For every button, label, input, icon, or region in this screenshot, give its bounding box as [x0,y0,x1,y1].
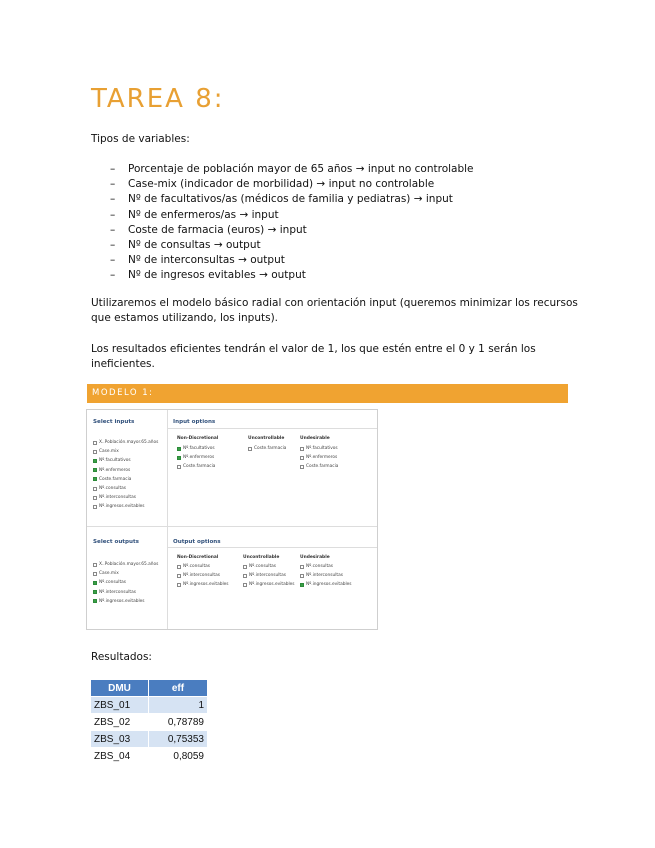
dmu-cell: ZBS_03 [91,731,149,748]
eff-cell: 1 [149,697,208,714]
checkbox-unchecked[interactable] [93,505,97,509]
checkbox-checked[interactable] [300,583,304,587]
variable-item [110,208,474,223]
checkbox-label: Nº.ingresos.evitables [183,582,229,588]
checkbox-item[interactable] [93,590,136,595]
page-title: TAREA 8: [91,84,225,114]
checkbox-checked[interactable] [93,468,97,472]
checkbox-label: Nº.consultas [183,564,211,569]
section-banner [87,384,568,403]
variable-text: Nº de facultativos/as (médicos de familia y pediatras) → input [128,193,453,206]
checkbox-label: X..Población.mayor.65.años [99,440,159,445]
checkbox-item[interactable] [243,582,295,587]
dash-bullet: – [110,239,116,252]
checkbox-label: Nº.ingresos.evitables [99,504,145,510]
checkbox-label: Nº.facultativos [306,446,338,451]
checkbox-item[interactable] [93,599,145,604]
paragraph-results-line1: Los resultados eficientes tendrán el valor de 1, los que estén entre el 0 y 1 serán los [91,343,536,355]
checkbox-item[interactable] [93,495,136,500]
checkbox-item[interactable] [93,580,126,585]
checkbox-unchecked[interactable] [300,465,304,469]
checkbox-checked[interactable] [93,599,97,603]
checkbox-item[interactable] [177,446,215,451]
checkbox-unchecked[interactable] [243,583,247,587]
variable-text: Nº de consultas → output [128,239,261,252]
checkbox-unchecked[interactable] [93,572,97,576]
checkbox-label: Nº.facultativos [99,458,131,464]
dmu-cell: ZBS_04 [91,748,149,765]
variable-item [110,162,474,177]
checkbox-item[interactable] [243,573,286,578]
checkbox-label: Coste.farmacia [99,476,132,482]
dash-bullet: – [110,269,116,282]
output-col3-header: Undesirable [300,555,330,560]
checkbox-label: Nº.ingresos.evitables [99,598,145,604]
checkbox-label: X..Población.mayor.65.años [99,562,159,567]
input-col3-header: Undesirable [300,436,330,441]
banner-label: MODELO 1: [92,388,154,398]
divider [168,428,377,429]
checkbox-item[interactable] [93,468,130,473]
checkbox-label: Nº.ingresos.evitables [249,582,295,588]
checkbox-unchecked[interactable] [177,465,181,469]
checkbox-item[interactable] [243,564,276,569]
checkbox-item[interactable] [177,573,220,578]
variable-item [110,238,474,253]
checkbox-unchecked[interactable] [177,583,181,587]
dash-bullet: – [110,208,116,221]
checkbox-item[interactable] [300,464,338,469]
checkbox-label: Nº.consultas [99,486,127,491]
checkbox-item[interactable] [248,446,286,451]
variable-text: Nº de ingresos evitables → output [128,269,306,282]
output-col1-header: Non-Discretional [177,555,219,560]
dash-bullet: – [110,223,116,236]
select-outputs-title: Select outputs [93,539,139,545]
checkbox-unchecked[interactable] [243,565,247,569]
output-col2-header: Uncontrollable [243,555,280,560]
divider [168,547,377,548]
paragraph-model-line1: Utilizaremos el modelo básico radial con orientación input (queremos minimizar los recursos [91,297,578,309]
checkbox-unchecked[interactable] [300,574,304,578]
checkbox-item[interactable] [93,571,119,576]
checkbox-checked[interactable] [177,456,181,460]
checkbox-checked[interactable] [93,459,97,463]
select-inputs-title: Select inputs [93,419,135,425]
eff-cell: 0,78789 [149,714,208,731]
checkbox-checked[interactable] [177,447,181,451]
checkbox-item[interactable] [300,446,338,451]
checkbox-unchecked[interactable] [93,563,97,567]
table-row [91,697,208,714]
checkbox-checked[interactable] [93,581,97,585]
dmu-cell: ZBS_01 [91,697,149,714]
checkbox-unchecked[interactable] [248,447,252,451]
checkbox-label: Coste.farmacia [254,446,287,451]
variable-item [110,268,474,283]
eff-cell: 0,8059 [149,748,208,765]
table-header-dmu: DMU [91,680,149,697]
input-col1-header: Non-Discretional [177,436,219,441]
checkbox-label: Case.mix [99,571,119,577]
dash-bullet: – [110,178,116,191]
checkbox-label: Nº.interconsultas [306,573,343,579]
variables-list [110,162,474,284]
checkbox-label: Nº.consultas [99,580,127,586]
checkbox-unchecked[interactable] [177,574,181,578]
checkbox-item[interactable] [93,562,158,567]
variable-text: Coste de farmacia (euros) → input [128,223,307,236]
dash-bullet: – [110,254,116,267]
checkbox-item[interactable] [177,464,215,469]
checkbox-label: Nº.enfermeros [183,455,215,461]
checkbox-item[interactable] [177,455,214,460]
output-options-title: Output options [173,539,221,545]
input-options-title: Input options [173,419,216,425]
checkbox-item[interactable] [93,477,131,482]
intro-text: Tipos de variables: [91,133,190,145]
checkbox-label: Nº.interconsultas [99,495,136,501]
checkbox-label: Coste.farmacia [183,464,216,470]
checkbox-item[interactable] [93,504,145,509]
checkbox-checked[interactable] [93,477,97,481]
checkbox-unchecked[interactable] [93,487,97,491]
variable-item [110,223,474,238]
variable-item [110,253,474,268]
checkbox-item[interactable] [300,573,343,578]
paragraph-model-line2: que estamos utilizando, los inputs). [91,312,279,324]
checkbox-unchecked[interactable] [177,565,181,569]
variable-item [110,192,474,207]
variable-text: Nº de interconsultas → output [128,254,285,267]
dmu-cell: ZBS_02 [91,714,149,731]
paragraph-results-line2: ineficientes. [91,358,155,370]
checkbox-item[interactable] [177,582,229,587]
divider [167,410,168,629]
table-row [91,731,208,748]
table-row [91,714,208,731]
results-table [90,679,208,765]
variable-text: Nº de enfermeros/as → input [128,208,279,221]
input-col2-header: Uncontrollable [248,436,285,441]
checkbox-label: Coste.farmacia [306,464,339,470]
checkbox-label: Nº.enfermeros [306,455,338,461]
checkbox-label: Nº.consultas [249,564,277,569]
checkbox-item[interactable] [300,455,337,460]
table-row [91,748,208,765]
results-label: Resultados: [91,651,152,663]
checkbox-unchecked[interactable] [243,574,247,578]
divider [87,526,377,527]
checkbox-label: Nº.interconsultas [249,573,286,579]
checkbox-item[interactable] [93,486,126,491]
checkbox-label: Nº.interconsultas [183,573,220,579]
checkbox-item[interactable] [300,582,352,587]
eff-cell: 0,75353 [149,731,208,748]
checkbox-item[interactable] [177,564,210,569]
checkbox-label: Nº.consultas [306,564,334,569]
checkbox-label: Nº.interconsultas [99,589,136,595]
variable-text: Porcentaje de población mayor de 65 años → input no controlable [128,163,474,175]
checkbox-unchecked[interactable] [93,441,97,445]
checkbox-item[interactable] [300,564,333,569]
dash-bullet: – [110,193,116,206]
model-screenshot [86,409,378,630]
checkbox-checked[interactable] [93,590,97,594]
checkbox-label: Case.mix [99,449,119,455]
checkbox-item[interactable] [93,458,131,463]
dash-bullet: – [110,163,116,175]
checkbox-item[interactable] [93,440,158,445]
checkbox-label: Nº.facultativos [183,446,215,451]
checkbox-item[interactable] [93,449,119,454]
variable-item [110,177,474,192]
checkbox-unchecked[interactable] [93,450,97,454]
checkbox-unchecked[interactable] [300,447,304,451]
table-header-eff: eff [149,680,208,697]
variable-text: Case-mix (indicador de morbilidad) → input no controlable [128,178,435,191]
checkbox-label: Nº.ingresos.evitables [306,582,352,588]
checkbox-unchecked[interactable] [300,565,304,569]
checkbox-unchecked[interactable] [300,456,304,460]
checkbox-unchecked[interactable] [93,496,97,500]
checkbox-label: Nº.enfermeros [99,467,131,473]
